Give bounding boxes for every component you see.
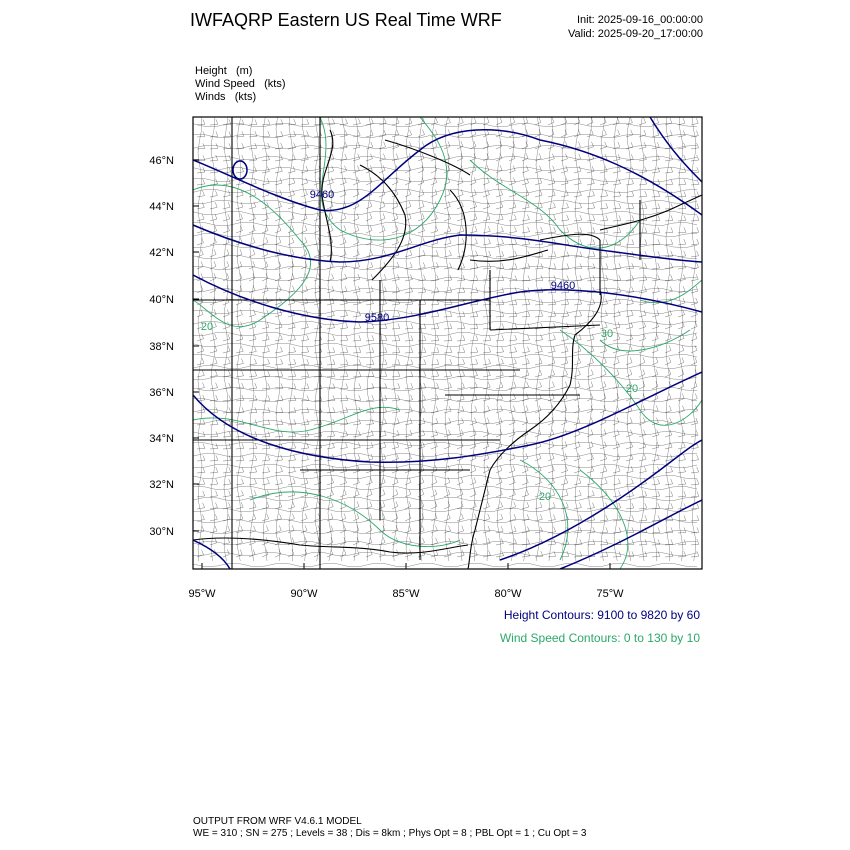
model-info: OUTPUT FROM WRF V4.6.1 MODEL bbox=[193, 816, 362, 827]
height-contour-legend: Height Contours: 9100 to 9820 by 60 bbox=[503, 608, 700, 622]
map-title: IWFAQRP Eastern US Real Time WRF bbox=[190, 10, 502, 30]
lat-tick-label: 46°N bbox=[149, 155, 174, 167]
lat-tick-label: 36°N bbox=[149, 387, 174, 399]
wind-contour-label: 30 bbox=[600, 328, 614, 340]
init-time: Init: 2025-09-16_00:00:00 bbox=[577, 14, 703, 26]
lat-tick-label: 42°N bbox=[149, 247, 174, 259]
field-unit: (kts) bbox=[264, 78, 286, 90]
field-name: Winds bbox=[195, 91, 226, 103]
lon-tick-label: 80°W bbox=[494, 588, 522, 600]
lat-tick-label: 30°N bbox=[149, 526, 174, 538]
lon-tick-label: 85°W bbox=[392, 588, 420, 600]
height-contour-label: 9580 bbox=[364, 312, 390, 324]
wind-contour-label: 20 bbox=[625, 383, 639, 395]
field-unit: (kts) bbox=[234, 91, 257, 103]
lon-tick-label: 75°W bbox=[596, 588, 624, 600]
lat-tick-label: 44°N bbox=[149, 201, 174, 213]
lat-tick-label: 34°N bbox=[149, 433, 174, 445]
wind-contour-label: 20 bbox=[538, 491, 552, 503]
valid-time: Valid: 2025-09-20_17:00:00 bbox=[568, 28, 703, 40]
lon-tick-label: 95°W bbox=[188, 588, 216, 600]
wind-speed-contour-legend: Wind Speed Contours: 0 to 130 by 10 bbox=[499, 631, 700, 645]
map-background bbox=[193, 117, 702, 569]
lon-tick-label: 90°W bbox=[290, 588, 318, 600]
field-name: Height bbox=[195, 65, 227, 77]
height-contour-label: 9460 bbox=[550, 280, 576, 292]
field-unit: (m) bbox=[235, 65, 253, 77]
lat-tick-label: 38°N bbox=[149, 341, 174, 353]
wind-contour-label: 20 bbox=[200, 321, 214, 333]
height-contour-label: 9460 bbox=[309, 189, 335, 201]
model-config: WE = 310 ; SN = 275 ; Levels = 38 ; Dis = 8km ; Phys Opt = 8 ; PBL Opt = 1 ; Cu Opt = 3 bbox=[193, 828, 587, 839]
lat-tick-label: 32°N bbox=[149, 479, 174, 491]
field-name: Wind Speed bbox=[195, 78, 255, 90]
lat-tick-label: 40°N bbox=[149, 294, 174, 306]
